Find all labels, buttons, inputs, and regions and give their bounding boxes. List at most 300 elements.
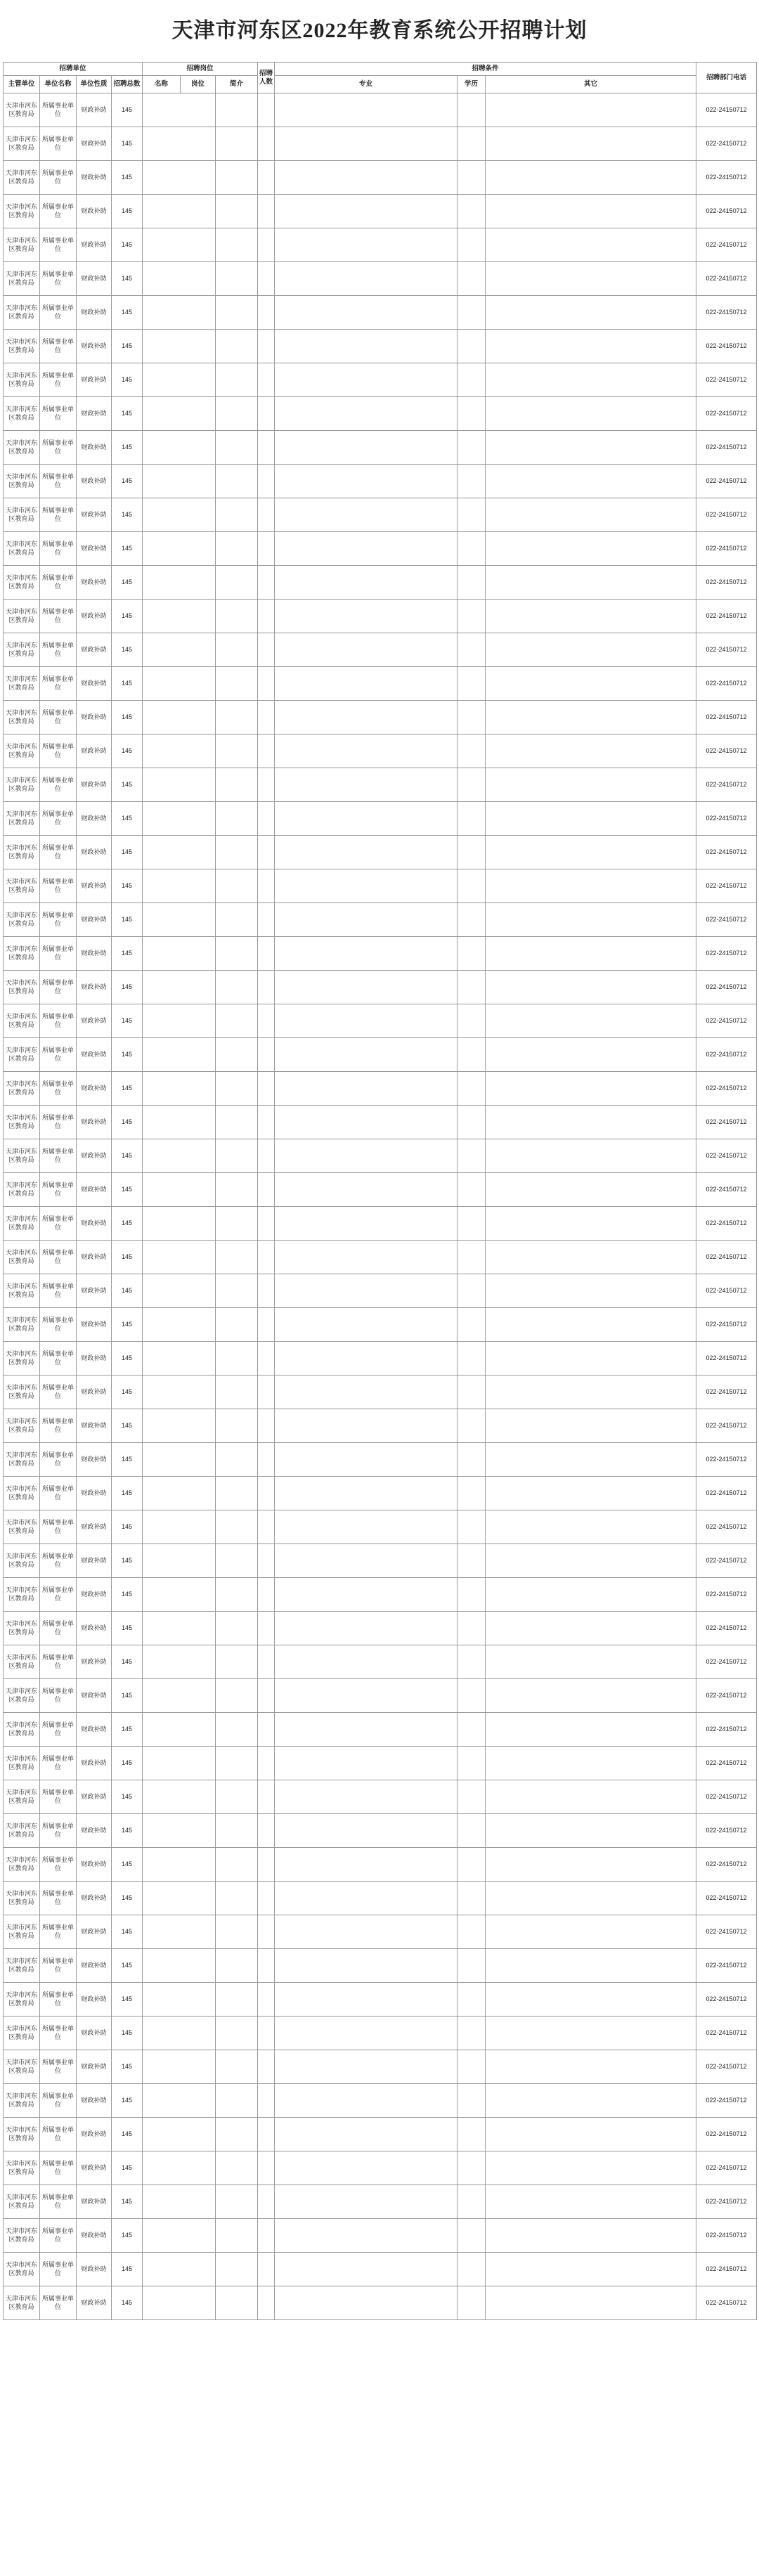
funding-cell: 财政补助 xyxy=(77,228,112,262)
post-cell xyxy=(143,195,216,228)
unit-name-cell: 所属事业单位 xyxy=(40,1612,77,1645)
unit-name-cell: 所属事业单位 xyxy=(40,296,77,330)
edu-cell xyxy=(458,2151,486,2185)
other-cell xyxy=(486,1477,696,1510)
count-cell xyxy=(258,600,275,633)
funding-cell: 财政补助 xyxy=(77,1477,112,1510)
duty-cell xyxy=(216,1376,258,1409)
table-row xyxy=(4,195,757,228)
total-cell: 145 xyxy=(112,1106,143,1139)
table-row xyxy=(4,1004,757,1038)
total-cell: 145 xyxy=(112,1780,143,1814)
edu-cell xyxy=(458,330,486,363)
phone-cell: 022-24150712 xyxy=(696,1308,757,1342)
post-cell xyxy=(143,1342,216,1376)
count-cell xyxy=(258,1072,275,1106)
table-row xyxy=(4,1544,757,1578)
funding-cell: 财政补助 xyxy=(77,903,112,937)
duty-cell xyxy=(216,802,258,836)
table-row xyxy=(4,330,757,363)
edu-cell xyxy=(458,1308,486,1342)
total-cell: 145 xyxy=(112,1409,143,1443)
major-cell xyxy=(275,768,458,802)
competent-cell: 天津市河东区教育局 xyxy=(4,2286,40,2320)
edu-cell xyxy=(458,1241,486,1274)
phone-cell: 022-24150712 xyxy=(696,667,757,701)
phone-cell: 022-24150712 xyxy=(696,971,757,1004)
major-cell xyxy=(275,734,458,768)
count-cell xyxy=(258,1376,275,1409)
major-cell xyxy=(275,330,458,363)
competent-cell: 天津市河东区教育局 xyxy=(4,2084,40,2118)
edu-cell xyxy=(458,93,486,127)
other-cell xyxy=(486,2017,696,2050)
unit-name-cell: 所属事业单位 xyxy=(40,1544,77,1578)
total-cell: 145 xyxy=(112,2050,143,2084)
count-cell xyxy=(258,1308,275,1342)
competent-cell: 天津市河东区教育局 xyxy=(4,1713,40,1747)
major-cell xyxy=(275,836,458,869)
count-cell xyxy=(258,127,275,161)
major-cell xyxy=(275,1510,458,1544)
phone-cell: 022-24150712 xyxy=(696,2050,757,2084)
count-cell xyxy=(258,1342,275,1376)
duty-cell xyxy=(216,1038,258,1072)
table-row xyxy=(4,1106,757,1139)
competent-cell: 天津市河东区教育局 xyxy=(4,1747,40,1780)
table-row xyxy=(4,1814,757,1848)
funding-cell: 财政补助 xyxy=(77,600,112,633)
post-cell xyxy=(143,1207,216,1241)
table-row xyxy=(4,1983,757,2017)
header-post: 岗位 xyxy=(181,76,216,93)
competent-cell: 天津市河东区教育局 xyxy=(4,1173,40,1207)
major-cell xyxy=(275,869,458,903)
unit-name-cell: 所属事业单位 xyxy=(40,2050,77,2084)
total-cell: 145 xyxy=(112,903,143,937)
phone-cell: 022-24150712 xyxy=(696,1409,757,1443)
funding-cell: 财政补助 xyxy=(77,1004,112,1038)
total-cell: 145 xyxy=(112,465,143,498)
edu-cell xyxy=(458,1376,486,1409)
competent-cell: 天津市河东区教育局 xyxy=(4,1882,40,1915)
funding-cell: 财政补助 xyxy=(77,2084,112,2118)
total-cell: 145 xyxy=(112,1983,143,2017)
major-cell xyxy=(275,1949,458,1983)
edu-cell xyxy=(458,1814,486,1848)
post-cell xyxy=(143,1072,216,1106)
funding-cell: 财政补助 xyxy=(77,1612,112,1645)
competent-cell: 天津市河东区教育局 xyxy=(4,2219,40,2253)
edu-cell xyxy=(458,1983,486,2017)
other-cell xyxy=(486,262,696,296)
funding-cell: 财政补助 xyxy=(77,2050,112,2084)
count-cell xyxy=(258,262,275,296)
funding-cell: 财政补助 xyxy=(77,1443,112,1477)
competent-cell: 天津市河东区教育局 xyxy=(4,802,40,836)
post-cell xyxy=(143,1578,216,1612)
other-cell xyxy=(486,1780,696,1814)
count-cell xyxy=(258,498,275,532)
phone-cell: 022-24150712 xyxy=(696,2118,757,2151)
table-row xyxy=(4,667,757,701)
unit-name-cell: 所属事业单位 xyxy=(40,1106,77,1139)
other-cell xyxy=(486,2050,696,2084)
major-cell xyxy=(275,701,458,734)
table-row xyxy=(4,228,757,262)
post-cell xyxy=(143,1612,216,1645)
post-cell xyxy=(143,1848,216,1882)
post-cell xyxy=(143,1409,216,1443)
count-cell xyxy=(258,1645,275,1679)
other-cell xyxy=(486,971,696,1004)
other-cell xyxy=(486,1207,696,1241)
count-cell xyxy=(258,1038,275,1072)
post-cell xyxy=(143,1004,216,1038)
post-cell xyxy=(143,1173,216,1207)
count-cell xyxy=(258,1915,275,1949)
total-cell: 145 xyxy=(112,2017,143,2050)
funding-cell: 财政补助 xyxy=(77,431,112,465)
table-row xyxy=(4,296,757,330)
major-cell xyxy=(275,1207,458,1241)
duty-cell xyxy=(216,1882,258,1915)
unit-name-cell: 所属事业单位 xyxy=(40,330,77,363)
unit-name-cell: 所属事业单位 xyxy=(40,195,77,228)
phone-cell: 022-24150712 xyxy=(696,2185,757,2219)
phone-cell: 022-24150712 xyxy=(696,1038,757,1072)
other-cell xyxy=(486,1241,696,1274)
duty-cell xyxy=(216,1612,258,1645)
count-cell xyxy=(258,937,275,971)
count-cell xyxy=(258,1814,275,1848)
total-cell: 145 xyxy=(112,1578,143,1612)
funding-cell: 财政补助 xyxy=(77,397,112,431)
unit-name-cell: 所属事业单位 xyxy=(40,667,77,701)
edu-cell xyxy=(458,802,486,836)
other-cell xyxy=(486,667,696,701)
other-cell xyxy=(486,2118,696,2151)
unit-name-cell: 所属事业单位 xyxy=(40,802,77,836)
other-cell xyxy=(486,296,696,330)
phone-cell: 022-24150712 xyxy=(696,262,757,296)
phone-cell: 022-24150712 xyxy=(696,1949,757,1983)
count-cell xyxy=(258,1443,275,1477)
total-cell: 145 xyxy=(112,768,143,802)
total-cell: 145 xyxy=(112,1679,143,1713)
count-cell xyxy=(258,667,275,701)
competent-cell: 天津市河东区教育局 xyxy=(4,2151,40,2185)
phone-cell: 022-24150712 xyxy=(696,600,757,633)
duty-cell xyxy=(216,633,258,667)
major-cell xyxy=(275,262,458,296)
edu-cell xyxy=(458,2050,486,2084)
count-cell xyxy=(258,768,275,802)
unit-name-cell: 所属事业单位 xyxy=(40,1679,77,1713)
funding-cell: 财政补助 xyxy=(77,1409,112,1443)
unit-name-cell: 所属事业单位 xyxy=(40,1308,77,1342)
post-cell xyxy=(143,127,216,161)
table-row xyxy=(4,734,757,768)
unit-name-cell: 所属事业单位 xyxy=(40,1139,77,1173)
header-group-post: 招聘岗位 xyxy=(143,63,258,76)
other-cell xyxy=(486,1915,696,1949)
duty-cell xyxy=(216,2017,258,2050)
post-cell xyxy=(143,768,216,802)
count-cell xyxy=(258,734,275,768)
competent-cell: 天津市河东区教育局 xyxy=(4,1072,40,1106)
edu-cell xyxy=(458,1443,486,1477)
competent-cell: 天津市河东区教育局 xyxy=(4,1106,40,1139)
funding-cell: 财政补助 xyxy=(77,330,112,363)
funding-cell: 财政补助 xyxy=(77,1207,112,1241)
other-cell xyxy=(486,1106,696,1139)
table-row xyxy=(4,600,757,633)
table-row xyxy=(4,1679,757,1713)
duty-cell xyxy=(216,465,258,498)
unit-name-cell: 所属事业单位 xyxy=(40,2219,77,2253)
major-cell xyxy=(275,2017,458,2050)
competent-cell: 天津市河东区教育局 xyxy=(4,600,40,633)
funding-cell: 财政补助 xyxy=(77,1814,112,1848)
table-row xyxy=(4,465,757,498)
other-cell xyxy=(486,1274,696,1308)
competent-cell: 天津市河东区教育局 xyxy=(4,1308,40,1342)
table-row xyxy=(4,2286,757,2320)
other-cell xyxy=(486,1848,696,1882)
phone-cell: 022-24150712 xyxy=(696,734,757,768)
other-cell xyxy=(486,228,696,262)
edu-cell xyxy=(458,1207,486,1241)
post-cell xyxy=(143,1713,216,1747)
competent-cell: 天津市河东区教育局 xyxy=(4,2050,40,2084)
page-title: 天津市河东区2022年教育系统公开招聘计划 xyxy=(171,19,588,42)
table-row xyxy=(4,2118,757,2151)
post-cell xyxy=(143,2017,216,2050)
total-cell: 145 xyxy=(112,1477,143,1510)
competent-cell: 天津市河东区教育局 xyxy=(4,1342,40,1376)
count-cell xyxy=(258,93,275,127)
count-cell xyxy=(258,2084,275,2118)
count-cell xyxy=(258,1578,275,1612)
funding-cell: 财政补助 xyxy=(77,296,112,330)
unit-name-cell: 所属事业单位 xyxy=(40,1578,77,1612)
unit-name-cell: 所属事业单位 xyxy=(40,1477,77,1510)
count-cell xyxy=(258,2017,275,2050)
duty-cell xyxy=(216,262,258,296)
header-phone: 招聘部门电话 xyxy=(696,63,757,93)
unit-name-cell: 所属事业单位 xyxy=(40,566,77,600)
edu-cell xyxy=(458,971,486,1004)
edu-cell xyxy=(458,1713,486,1747)
total-cell: 145 xyxy=(112,566,143,600)
other-cell xyxy=(486,1578,696,1612)
post-cell xyxy=(143,869,216,903)
phone-cell: 022-24150712 xyxy=(696,1106,757,1139)
table-row xyxy=(4,1949,757,1983)
edu-cell xyxy=(458,667,486,701)
count-cell xyxy=(258,397,275,431)
major-cell xyxy=(275,633,458,667)
phone-cell: 022-24150712 xyxy=(696,498,757,532)
competent-cell: 天津市河东区教育局 xyxy=(4,2185,40,2219)
edu-cell xyxy=(458,1106,486,1139)
major-cell xyxy=(275,1882,458,1915)
major-cell xyxy=(275,600,458,633)
count-cell xyxy=(258,971,275,1004)
phone-cell: 022-24150712 xyxy=(696,1814,757,1848)
other-cell xyxy=(486,1308,696,1342)
other-cell xyxy=(486,1882,696,1915)
post-cell xyxy=(143,161,216,195)
table-row xyxy=(4,2017,757,2050)
post-cell xyxy=(143,363,216,397)
count-cell xyxy=(258,1409,275,1443)
major-cell xyxy=(275,1612,458,1645)
duty-cell xyxy=(216,195,258,228)
edu-cell xyxy=(458,161,486,195)
duty-cell xyxy=(216,228,258,262)
other-cell xyxy=(486,532,696,566)
table-row xyxy=(4,93,757,127)
funding-cell: 财政补助 xyxy=(77,701,112,734)
duty-cell xyxy=(216,1544,258,1578)
competent-cell: 天津市河东区教育局 xyxy=(4,836,40,869)
major-cell xyxy=(275,2219,458,2253)
count-cell xyxy=(258,532,275,566)
unit-name-cell: 所属事业单位 xyxy=(40,701,77,734)
competent-cell: 天津市河东区教育局 xyxy=(4,1848,40,1882)
post-cell xyxy=(143,93,216,127)
edu-cell xyxy=(458,296,486,330)
duty-cell xyxy=(216,93,258,127)
table-row xyxy=(4,768,757,802)
post-cell xyxy=(143,2219,216,2253)
funding-cell: 财政补助 xyxy=(77,1645,112,1679)
major-cell xyxy=(275,296,458,330)
unit-name-cell: 所属事业单位 xyxy=(40,903,77,937)
edu-cell xyxy=(458,1139,486,1173)
duty-cell xyxy=(216,1207,258,1241)
major-cell xyxy=(275,971,458,1004)
count-cell xyxy=(258,2286,275,2320)
competent-cell: 天津市河东区教育局 xyxy=(4,1983,40,2017)
unit-name-cell: 所属事业单位 xyxy=(40,869,77,903)
post-cell xyxy=(143,1510,216,1544)
duty-cell xyxy=(216,431,258,465)
phone-cell: 022-24150712 xyxy=(696,1376,757,1409)
duty-cell xyxy=(216,161,258,195)
major-cell xyxy=(275,195,458,228)
post-cell xyxy=(143,903,216,937)
post-cell xyxy=(143,1443,216,1477)
post-cell xyxy=(143,2253,216,2286)
major-cell xyxy=(275,1747,458,1780)
table-row xyxy=(4,937,757,971)
phone-cell: 022-24150712 xyxy=(696,1207,757,1241)
unit-name-cell: 所属事业单位 xyxy=(40,1342,77,1376)
table-row xyxy=(4,2219,757,2253)
phone-cell: 022-24150712 xyxy=(696,93,757,127)
total-cell: 145 xyxy=(112,195,143,228)
edu-cell xyxy=(458,1949,486,1983)
table-row xyxy=(4,397,757,431)
duty-cell xyxy=(216,498,258,532)
duty-cell xyxy=(216,330,258,363)
phone-cell: 022-24150712 xyxy=(696,1780,757,1814)
other-cell xyxy=(486,1713,696,1747)
post-cell xyxy=(143,532,216,566)
major-cell xyxy=(275,566,458,600)
unit-name-cell: 所属事业单位 xyxy=(40,2185,77,2219)
major-cell xyxy=(275,127,458,161)
unit-name-cell: 所属事业单位 xyxy=(40,1645,77,1679)
competent-cell: 天津市河东区教育局 xyxy=(4,1376,40,1409)
funding-cell: 财政补助 xyxy=(77,161,112,195)
competent-cell: 天津市河东区教育局 xyxy=(4,734,40,768)
post-cell xyxy=(143,600,216,633)
post-cell xyxy=(143,2118,216,2151)
total-cell: 145 xyxy=(112,1612,143,1645)
table-row xyxy=(4,127,757,161)
edu-cell xyxy=(458,1645,486,1679)
edu-cell xyxy=(458,1072,486,1106)
phone-cell: 022-24150712 xyxy=(696,802,757,836)
duty-cell xyxy=(216,1780,258,1814)
duty-cell xyxy=(216,1679,258,1713)
total-cell: 145 xyxy=(112,1274,143,1308)
competent-cell: 天津市河东区教育局 xyxy=(4,1679,40,1713)
table-row xyxy=(4,1139,757,1173)
other-cell xyxy=(486,431,696,465)
unit-name-cell: 所属事业单位 xyxy=(40,1882,77,1915)
duty-cell xyxy=(216,768,258,802)
unit-name-cell: 所属事业单位 xyxy=(40,1376,77,1409)
funding-cell: 财政补助 xyxy=(77,836,112,869)
count-cell xyxy=(258,195,275,228)
count-cell xyxy=(258,802,275,836)
other-cell xyxy=(486,903,696,937)
duty-cell xyxy=(216,1241,258,1274)
unit-name-cell: 所属事业单位 xyxy=(40,768,77,802)
other-cell xyxy=(486,1004,696,1038)
table-row xyxy=(4,262,757,296)
total-cell: 145 xyxy=(112,1376,143,1409)
funding-cell: 财政补助 xyxy=(77,566,112,600)
post-cell xyxy=(143,836,216,869)
funding-cell: 财政补助 xyxy=(77,262,112,296)
major-cell xyxy=(275,93,458,127)
major-cell xyxy=(275,1983,458,2017)
competent-cell: 天津市河东区教育局 xyxy=(4,2017,40,2050)
duty-cell xyxy=(216,1443,258,1477)
table-row xyxy=(4,1241,757,1274)
header-competent: 主管单位 xyxy=(4,76,40,93)
count-cell xyxy=(258,431,275,465)
funding-cell: 财政补助 xyxy=(77,1510,112,1544)
funding-cell: 财政补助 xyxy=(77,93,112,127)
phone-cell: 022-24150712 xyxy=(696,2219,757,2253)
phone-cell: 022-24150712 xyxy=(696,701,757,734)
competent-cell: 天津市河东区教育局 xyxy=(4,2118,40,2151)
total-cell: 145 xyxy=(112,971,143,1004)
header-group-unit: 招聘单位 xyxy=(4,63,143,76)
edu-cell xyxy=(458,228,486,262)
total-cell: 145 xyxy=(112,1241,143,1274)
competent-cell: 天津市河东区教育局 xyxy=(4,1274,40,1308)
funding-cell: 财政补助 xyxy=(77,633,112,667)
table-row xyxy=(4,498,757,532)
